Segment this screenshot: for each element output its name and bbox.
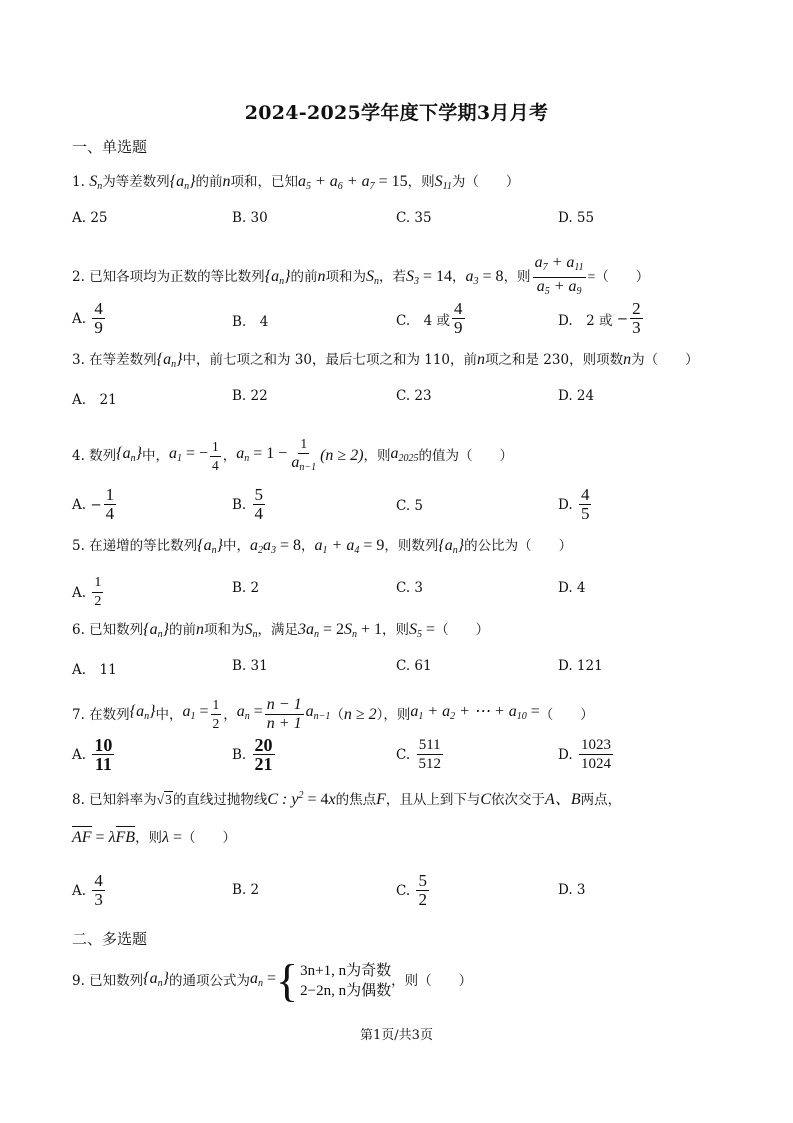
q7-option-c[interactable]: C. $\frac{511}{512}$: [396, 737, 441, 772]
q7-option-d[interactable]: D. $\frac{1023}{1024}$: [558, 737, 611, 772]
page-footer: 第1页/共3页: [360, 1028, 433, 1043]
question-1: 1. $S_n$为等差数列$\{a_n\}$的前n项和，已知$a_5 + a_6 + a_7 = 15$，则$S_{11}$为（ ）: [72, 173, 520, 192]
q6-option-b[interactable]: B. 31: [232, 658, 268, 674]
section-single-choice: 一、单选题: [72, 138, 148, 156]
q2-option-d[interactable]: D. 2 或 − $\frac{2}{3}$: [558, 299, 641, 337]
q7-option-a[interactable]: A. $\frac{10}{11}$: [72, 735, 113, 774]
question-8: 8. 已知斜率为√3的直线过抛物线C : $y^2 = 4x$的焦点F，且从上到下与C依次交于A、B两点，: [72, 790, 622, 808]
question-4: 4. 数列 $\{a_n\}$ 中， $a_1$ = − $\frac{1}{4}$ ， $a_n = 1$ − $\frac{1}{a_{n-1}}$ (n ≥ 2) ，则 $a_{2025}$ 的值为（ ）: [72, 436, 514, 473]
exam-title: 2024-2025学年度下学期3月月考: [244, 102, 549, 124]
q4-option-d[interactable]: D. $\frac{4}{5}$: [558, 485, 590, 523]
q5-option-a[interactable]: A. $\frac{1}{2}$: [72, 575, 102, 609]
piecewise-formula: { 3n+1, n为奇数 2−2n, n为偶数: [276, 955, 392, 1006]
q6-option-c[interactable]: C. 61: [396, 658, 432, 674]
q1-option-c[interactable]: C. 35: [396, 210, 432, 226]
q4-option-b[interactable]: B. $\frac{5}{4}$: [232, 485, 264, 523]
q2-option-b[interactable]: B. 4: [232, 314, 269, 330]
question-9: 9. 已知数列 $\{a_n\}$ 的通项公式为 $a_n$ = { 3n+1, n为奇数 2−2n, n为偶数 ，则（ ）: [72, 955, 473, 1006]
q6-option-a[interactable]: A. 11: [72, 662, 117, 678]
q3-option-a[interactable]: A. 21: [72, 392, 117, 408]
q1-option-a[interactable]: A. 25: [72, 210, 108, 226]
q3-option-c[interactable]: C. 23: [396, 388, 432, 404]
question-6: 6. 已知数列$\{a_n\}$的前n项和为$S_n$，满足$3a_n = 2S_n + 1$，则$S_5$ =（ ）: [72, 621, 490, 640]
q8-option-d[interactable]: D. 3: [558, 882, 586, 898]
q8-option-a[interactable]: A. $\frac{4}{3}$: [72, 871, 103, 909]
q1-option-b[interactable]: B. 30: [232, 210, 268, 226]
section-multiple-choice: 二、多选题: [72, 930, 148, 948]
q4-option-c[interactable]: C. 5: [396, 498, 424, 514]
question-3: 3. 在等差数列$\{a_n\}$中，前七项之和为 30，最后七项之和为 110，前n项之和是 230，则项数n为（ ）: [72, 351, 699, 370]
q5-option-c[interactable]: C. 3: [396, 580, 424, 596]
question-7: 7. 在数列 $\{a_n\}$ 中， $a_1$ = $\frac{1}{2}$ ， $a_n$ = $\frac{n - 1}{n + 1}$ $a_{n-1}$ （ n ≥ 2 ），则 $a_1 + a_2$ + ⋯ + $a_{10}$ = （ ）: [72, 696, 594, 732]
question-8-line-2: AF = λFB，则λ =（ ）: [72, 829, 237, 846]
q8-option-c[interactable]: C. $\frac{5}{2}$: [396, 871, 427, 909]
question-5: 5. 在递增的等比数列$\{a_n\}$中，$a_2a_3 = 8$，$a_1 + a_4 = 9$，则数列$\{a_n\}$的公比为（ ）: [72, 537, 573, 556]
q1-option-d[interactable]: D. 55: [558, 210, 595, 226]
q7-option-b[interactable]: B. $\frac{20}{21}$: [232, 735, 273, 774]
q2-option-a[interactable]: A. $\frac{4}{9}$: [72, 299, 103, 337]
q5-option-d[interactable]: D. 4: [558, 580, 586, 596]
q4-option-a[interactable]: A. − $\frac{1}{4}$: [72, 485, 115, 523]
question-2: 2. 已知各项均为正数的等比数列$\{a_n\}$的前n项和为$S_n$，若$S_3 = 14$，$a_3 = 8$，则 $\frac{a_7 + a_{11}}{a_5 + a_9}$ =（ ）: [72, 254, 650, 297]
q5-option-b[interactable]: B. 2: [232, 580, 260, 596]
q6-option-d[interactable]: D. 121: [558, 658, 603, 674]
q3-option-b[interactable]: B. 22: [232, 388, 268, 404]
q3-option-d[interactable]: D. 24: [558, 388, 595, 404]
q2-option-c[interactable]: C. 4 或 $\frac{4}{9}$: [396, 299, 463, 337]
q8-option-b[interactable]: B. 2: [232, 882, 260, 898]
